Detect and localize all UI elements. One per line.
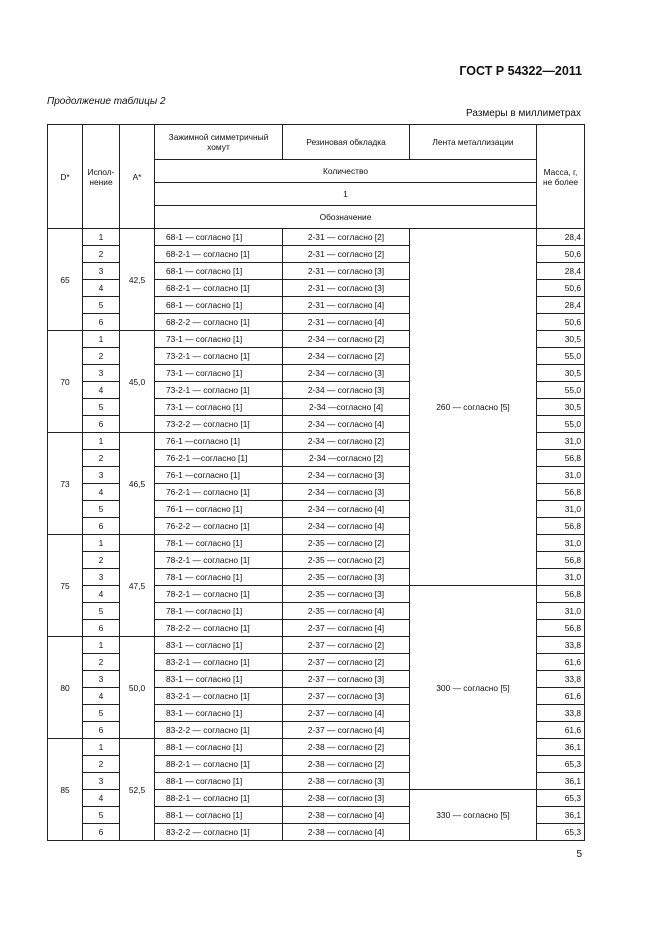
clamp-cell: 88-1 — согласно [1] (155, 807, 283, 824)
clamp-cell: 73-2-1 — согласно [1] (155, 382, 283, 399)
mass-cell: 61,6 (537, 688, 585, 705)
variant-cell: 6 (83, 416, 120, 433)
mass-cell: 31,0 (537, 433, 585, 450)
rubber-cell: 2-35 — согласно [2] (283, 535, 410, 552)
header-quantity: Количество (155, 160, 537, 183)
clamp-cell: 76-2-1 — согласно [1] (155, 484, 283, 501)
variant-cell: 4 (83, 688, 120, 705)
rubber-cell: 2-34 — согласно [4] (283, 501, 410, 518)
clamp-cell: 68-1 — согласно [1] (155, 229, 283, 246)
rubber-cell: 2-34 — согласно [3] (283, 365, 410, 382)
diameter-cell: 70 (48, 331, 83, 433)
variant-cell: 6 (83, 620, 120, 637)
clamp-cell: 76-1 —согласно [1] (155, 433, 283, 450)
clamp-cell: 83-1 — согласно [1] (155, 705, 283, 722)
clamp-cell: 68-2-1 — согласно [1] (155, 246, 283, 263)
header-row (48, 125, 585, 160)
rubber-cell: 2-35 — согласно [2] (283, 552, 410, 569)
variant-cell: 1 (83, 331, 120, 348)
clamp-cell: 78-2-1 — согласно [1] (155, 586, 283, 603)
clamp-cell: 73-1 — согласно [1] (155, 331, 283, 348)
rubber-cell: 2-38 — согласно [4] (283, 807, 410, 824)
rubber-cell: 2-34 — согласно [4] (283, 416, 410, 433)
dimensions-table (47, 124, 585, 841)
table-row (48, 229, 585, 246)
rubber-cell: 2-34 —согласно [2] (283, 450, 410, 467)
rubber-cell: 2-34 — согласно [2] (283, 348, 410, 365)
clamp-cell: 88-1 — согласно [1] (155, 739, 283, 756)
mass-cell: 65,3 (537, 756, 585, 773)
rubber-cell: 2-38 — согласно [2] (283, 739, 410, 756)
variant-cell: 1 (83, 739, 120, 756)
clamp-cell: 73-1 — согласно [1] (155, 399, 283, 416)
rubber-cell: 2-34 — согласно [2] (283, 433, 410, 450)
header-mass: Масса, г, не более (537, 125, 585, 229)
variant-cell: 3 (83, 467, 120, 484)
a-cell: 47,5 (120, 535, 155, 637)
rubber-cell: 2-37 — согласно [3] (283, 671, 410, 688)
variant-cell: 4 (83, 280, 120, 297)
clamp-cell: 88-1 — согласно [1] (155, 773, 283, 790)
mass-cell: 30,5 (537, 331, 585, 348)
clamp-cell: 78-1 — согласно [1] (155, 603, 283, 620)
header-d: D* (48, 125, 83, 229)
variant-cell: 2 (83, 756, 120, 773)
mass-cell: 56,8 (537, 450, 585, 467)
clamp-cell: 76-2-2 — согласно [1] (155, 518, 283, 535)
rubber-cell: 2-37 — согласно [2] (283, 637, 410, 654)
clamp-cell: 83-1 — согласно [1] (155, 671, 283, 688)
mass-cell: 33,8 (537, 671, 585, 688)
rubber-cell: 2-35 — согласно [4] (283, 603, 410, 620)
page-number: 5 (576, 849, 582, 860)
clamp-cell: 83-2-2 — согласно [1] (155, 824, 283, 841)
rubber-cell: 2-38 — согласно [3] (283, 790, 410, 807)
metal-cell: 300 — согласно [5] (410, 586, 537, 790)
rubber-cell: 2-37 — согласно [4] (283, 705, 410, 722)
header-metal: Лента металлизации (410, 125, 537, 160)
a-cell: 52,5 (120, 739, 155, 841)
variant-cell: 5 (83, 603, 120, 620)
rubber-cell: 2-37 — согласно [3] (283, 688, 410, 705)
diameter-cell: 75 (48, 535, 83, 637)
header-clamp: Зажимной симметричный хомут (155, 125, 283, 160)
variant-cell: 6 (83, 518, 120, 535)
mass-cell: 55,0 (537, 348, 585, 365)
clamp-cell: 73-1 — согласно [1] (155, 365, 283, 382)
rubber-cell: 2-37 — согласно [4] (283, 620, 410, 637)
variant-cell: 4 (83, 790, 120, 807)
clamp-cell: 68-2-2 — согласно [1] (155, 314, 283, 331)
header-count-one: 1 (155, 183, 537, 206)
diameter-cell: 80 (48, 637, 83, 739)
variant-cell: 4 (83, 586, 120, 603)
a-cell: 45,0 (120, 331, 155, 433)
diameter-cell: 73 (48, 433, 83, 535)
metal-cell: 330 — согласно [5] (410, 790, 537, 841)
clamp-cell: 88-2-1 — согласно [1] (155, 756, 283, 773)
a-cell: 50,0 (120, 637, 155, 739)
mass-cell: 56,8 (537, 552, 585, 569)
rubber-cell: 2-37 — согласно [4] (283, 722, 410, 739)
clamp-cell: 68-1 — согласно [1] (155, 297, 283, 314)
variant-cell: 3 (83, 671, 120, 688)
variant-cell: 3 (83, 263, 120, 280)
variant-cell: 3 (83, 365, 120, 382)
mass-cell: 36,1 (537, 773, 585, 790)
mass-cell: 61,6 (537, 654, 585, 671)
variant-cell: 5 (83, 807, 120, 824)
variant-cell: 4 (83, 382, 120, 399)
mass-cell: 65,3 (537, 790, 585, 807)
clamp-cell: 73-2-1 — согласно [1] (155, 348, 283, 365)
variant-cell: 3 (83, 773, 120, 790)
mass-cell: 30,5 (537, 399, 585, 416)
variant-cell: 5 (83, 705, 120, 722)
clamp-cell: 83-1 — согласно [1] (155, 637, 283, 654)
rubber-cell: 2-31 — согласно [3] (283, 280, 410, 297)
rubber-cell: 2-34 — согласно [3] (283, 382, 410, 399)
mass-cell: 55,0 (537, 382, 585, 399)
rubber-cell: 2-38 — согласно [2] (283, 756, 410, 773)
clamp-cell: 73-2-2 — согласно [1] (155, 416, 283, 433)
variant-cell: 2 (83, 552, 120, 569)
document-code: ГОСТ Р 54322—2011 (459, 64, 582, 78)
mass-cell: 50,6 (537, 246, 585, 263)
variant-cell: 6 (83, 722, 120, 739)
clamp-cell: 83-2-1 — согласно [1] (155, 654, 283, 671)
mass-cell: 50,6 (537, 314, 585, 331)
clamp-cell: 78-1 — согласно [1] (155, 535, 283, 552)
variant-cell: 3 (83, 569, 120, 586)
rubber-cell: 2-31 — согласно [3] (283, 263, 410, 280)
rubber-cell: 2-31 — согласно [2] (283, 246, 410, 263)
header-variant: Испол-нение (83, 125, 120, 229)
clamp-cell: 78-2-1 — согласно [1] (155, 552, 283, 569)
rubber-cell: 2-38 — согласно [3] (283, 773, 410, 790)
mass-cell: 33,8 (537, 705, 585, 722)
variant-cell: 6 (83, 314, 120, 331)
mass-cell: 55,0 (537, 416, 585, 433)
clamp-cell: 78-1 — согласно [1] (155, 569, 283, 586)
mass-cell: 56,8 (537, 620, 585, 637)
variant-cell: 5 (83, 399, 120, 416)
mass-cell: 31,0 (537, 535, 585, 552)
clamp-cell: 76-1 —согласно [1] (155, 467, 283, 484)
variant-cell: 1 (83, 535, 120, 552)
mass-cell: 31,0 (537, 501, 585, 518)
clamp-cell: 78-2-2 — согласно [1] (155, 620, 283, 637)
variant-cell: 2 (83, 450, 120, 467)
variant-cell: 5 (83, 501, 120, 518)
header-a: A* (120, 125, 155, 229)
mass-cell: 56,8 (537, 586, 585, 603)
mass-cell: 28,4 (537, 297, 585, 314)
mass-cell: 31,0 (537, 569, 585, 586)
mass-cell: 65,3 (537, 824, 585, 841)
mass-cell: 56,8 (537, 518, 585, 535)
variant-cell: 4 (83, 484, 120, 501)
header-rubber: Резиновая обкладка (283, 125, 410, 160)
rubber-cell: 2-31 — согласно [4] (283, 314, 410, 331)
clamp-cell: 76-2-1 —согласно [1] (155, 450, 283, 467)
clamp-cell: 88-2-1 — согласно [1] (155, 790, 283, 807)
clamp-cell: 68-1 — согласно [1] (155, 263, 283, 280)
mass-cell: 31,0 (537, 603, 585, 620)
rubber-cell: 2-34 — согласно [3] (283, 467, 410, 484)
mass-cell: 31,0 (537, 467, 585, 484)
rubber-cell: 2-34 — согласно [4] (283, 518, 410, 535)
clamp-cell: 83-2-2 — согласно [1] (155, 722, 283, 739)
variant-cell: 6 (83, 824, 120, 841)
rubber-cell: 2-31 — согласно [2] (283, 229, 410, 246)
rubber-cell: 2-35 — согласно [3] (283, 569, 410, 586)
rubber-cell: 2-38 — согласно [4] (283, 824, 410, 841)
mass-cell: 56,8 (537, 484, 585, 501)
rubber-cell: 2-34 —согласно [4] (283, 399, 410, 416)
a-cell: 42,5 (120, 229, 155, 331)
mass-cell: 50,6 (537, 280, 585, 297)
rubber-cell: 2-34 — согласно [3] (283, 484, 410, 501)
table-continuation-caption: Продолжение таблицы 2 (47, 96, 166, 107)
header-designation: Обозначение (155, 206, 537, 229)
mass-cell: 61,6 (537, 722, 585, 739)
variant-cell: 1 (83, 433, 120, 450)
variant-cell: 2 (83, 348, 120, 365)
rubber-cell: 2-31 — согласно [4] (283, 297, 410, 314)
clamp-cell: 76-1 — согласно [1] (155, 501, 283, 518)
variant-cell: 1 (83, 637, 120, 654)
diameter-cell: 85 (48, 739, 83, 841)
metal-cell: 260 — согласно [5] (410, 229, 537, 586)
clamp-cell: 83-2-1 — согласно [1] (155, 688, 283, 705)
rubber-cell: 2-34 — согласно [2] (283, 331, 410, 348)
mass-cell: 36,1 (537, 807, 585, 824)
mass-cell: 30,5 (537, 365, 585, 382)
mass-cell: 28,4 (537, 263, 585, 280)
units-note: Размеры в миллиметрах (466, 108, 581, 119)
variant-cell: 1 (83, 229, 120, 246)
mass-cell: 33,8 (537, 637, 585, 654)
variant-cell: 2 (83, 654, 120, 671)
variant-cell: 2 (83, 246, 120, 263)
clamp-cell: 68-2-1 — согласно [1] (155, 280, 283, 297)
rubber-cell: 2-37 — согласно [2] (283, 654, 410, 671)
rubber-cell: 2-35 — согласно [3] (283, 586, 410, 603)
mass-cell: 28,4 (537, 229, 585, 246)
variant-cell: 5 (83, 297, 120, 314)
a-cell: 46,5 (120, 433, 155, 535)
mass-cell: 36,1 (537, 739, 585, 756)
diameter-cell: 65 (48, 229, 83, 331)
